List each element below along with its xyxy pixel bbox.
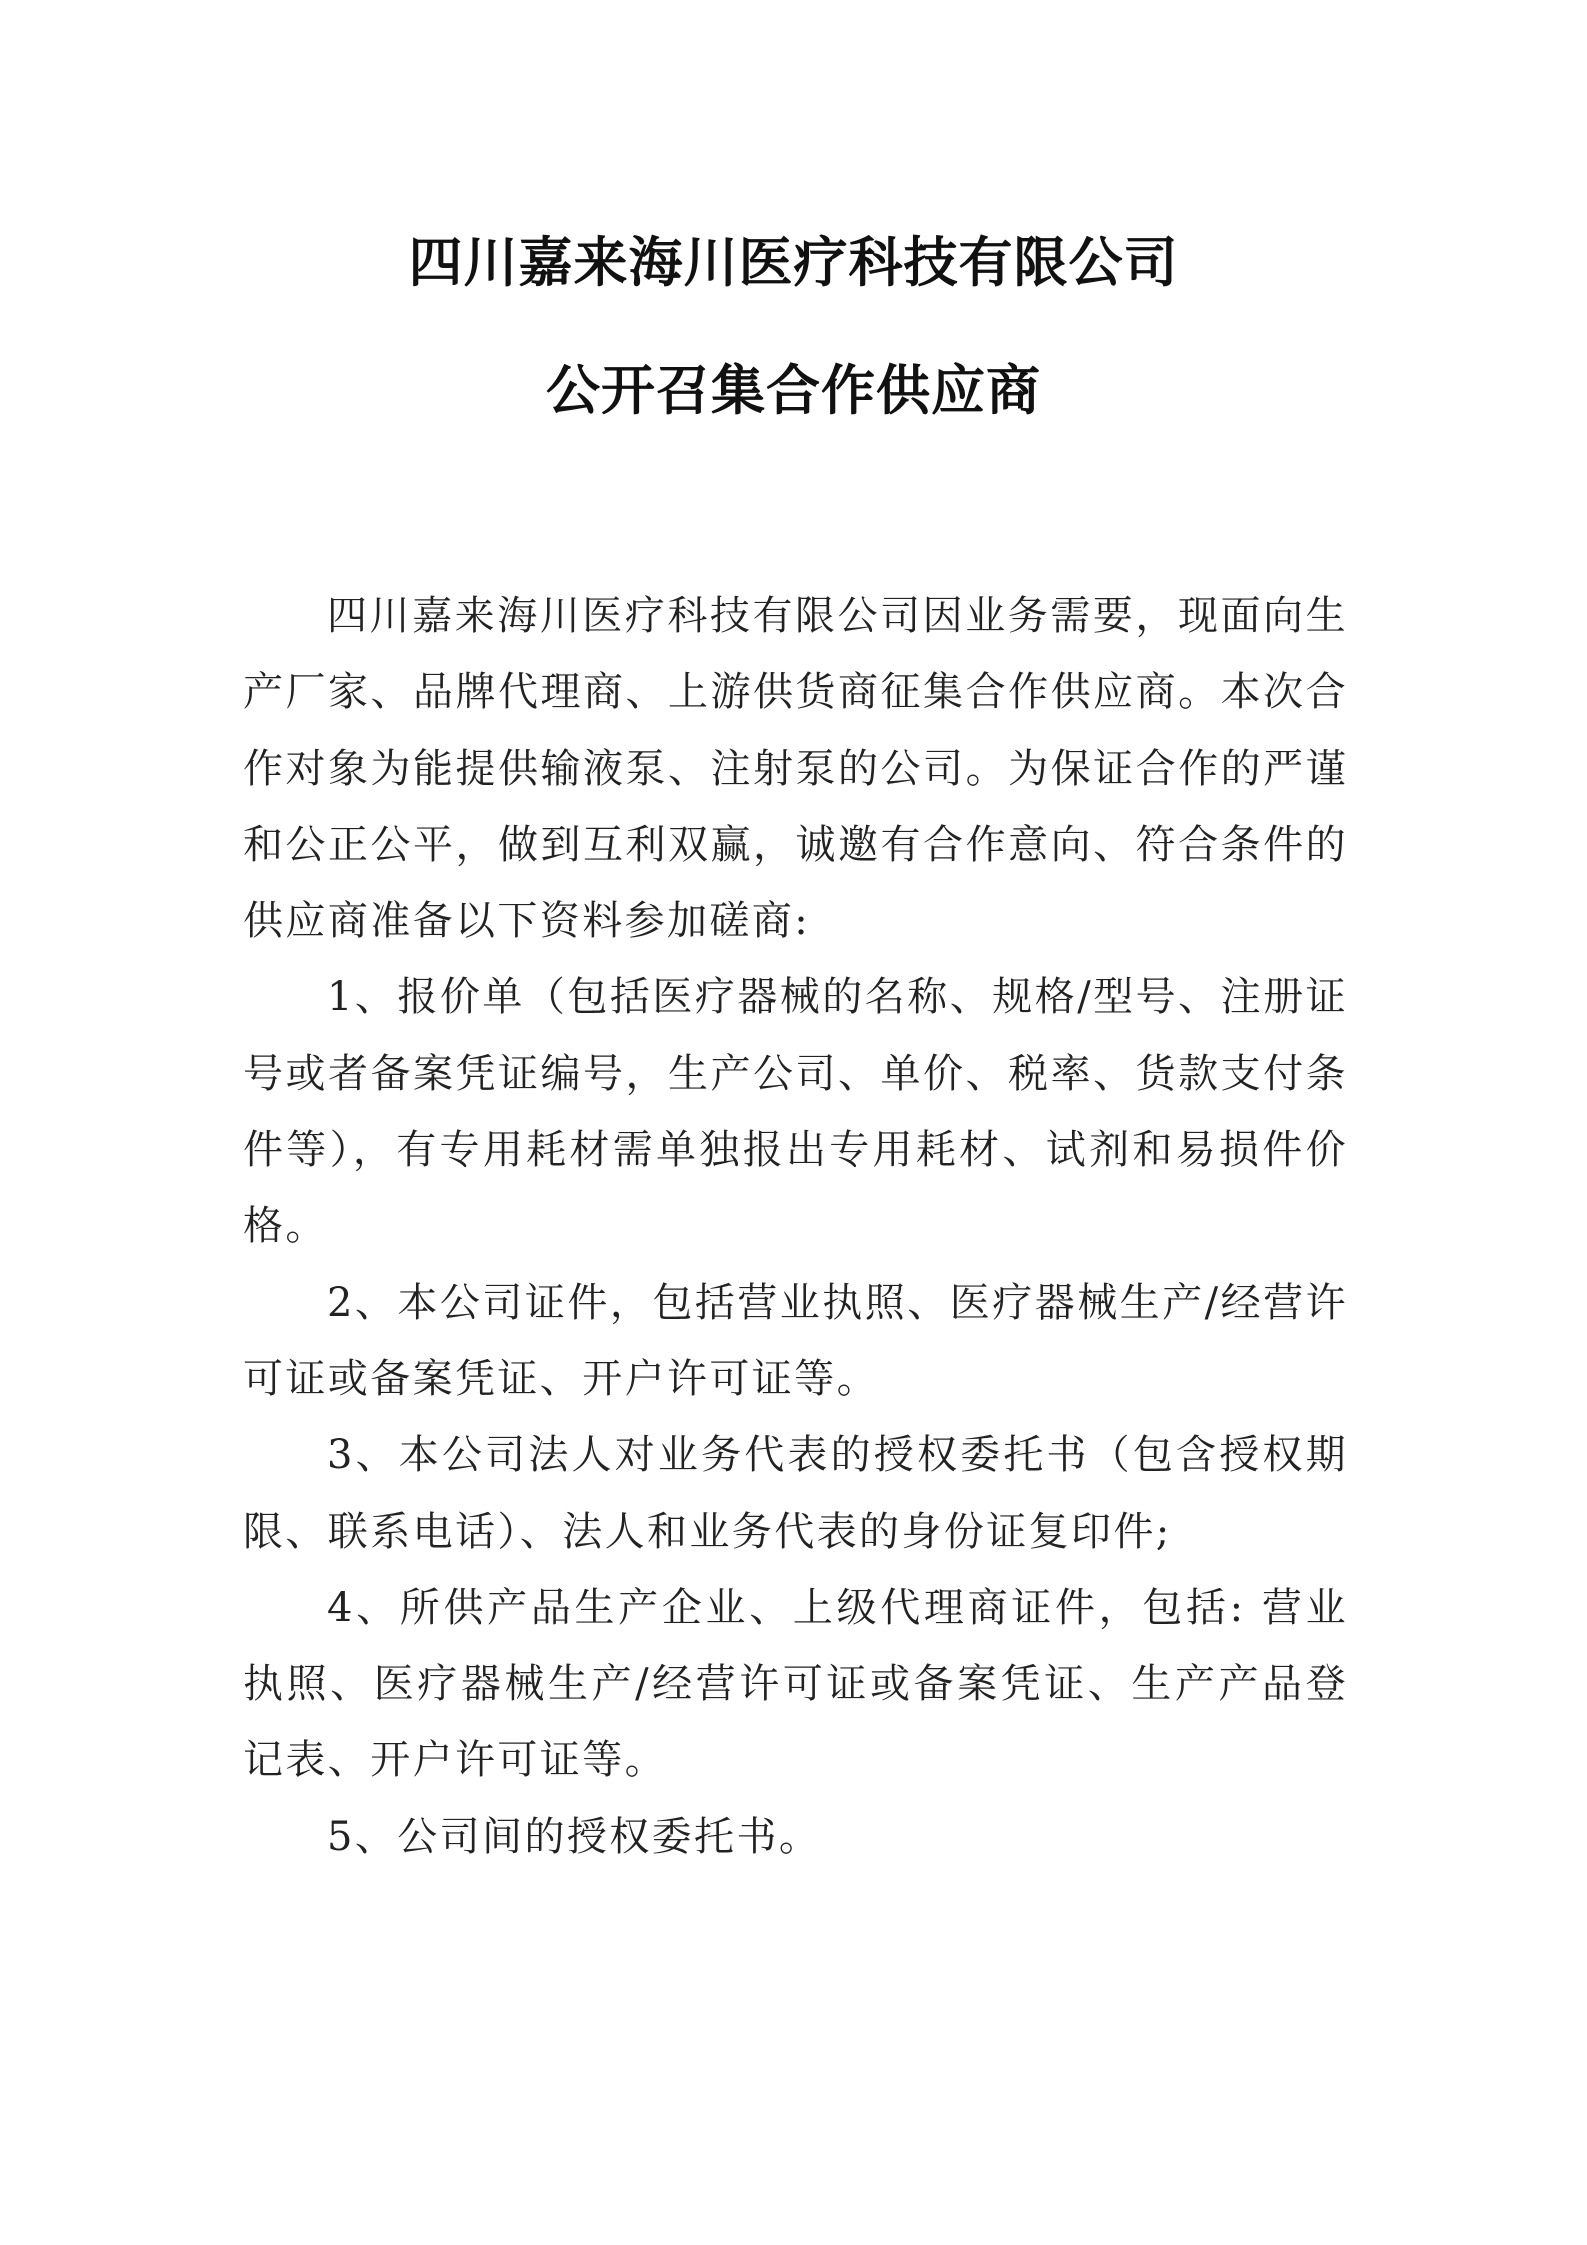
document-subtitle: 公开召集合作供应商 — [546, 358, 1041, 422]
intro-paragraph: 四川嘉来海川医疗科技有限公司因业务需要，现面向生产厂家、品牌代理商、上游供货商征集合作供应商。本次合作对象为能提供输液泵、注射泵的公司。为保证合作的严谨和公正公平，做到互利双赢，诚邀有合作意向、符合条件的供应商准备以下资料参加磋商: — [243, 593, 1348, 945]
list-item: 4、所供产品生产企业、上级代理商证件，包括: 营业执照、医疗器械生产/经营许可证或备案凭证、生产产品登记表、开户许可证等。 — [243, 1584, 1348, 1784]
list-item: 1、报价单（包括医疗器械的名称、规格/型号、注册证号或者备案凭证编号，生产公司、单价、税率、货款支付条件等），有专用耗材需单独报出专用耗材、试剂和易损件价格。 — [243, 974, 1348, 1250]
document-body — [243, 578, 1348, 1875]
list-item: 5、公司间的授权委托书。 — [327, 1813, 822, 1860]
document-title: 四川嘉来海川医疗科技有限公司 — [408, 230, 1179, 294]
list-item: 3、本公司法人对业务代表的授权委托书（包含授权期限、联系电话）、法人和业务代表的身份证复印件; — [243, 1432, 1348, 1555]
list-item: 2、本公司证件，包括营业执照、医疗器械生产/经营许可证或备案凭证、开户许可证等。 — [243, 1279, 1348, 1402]
